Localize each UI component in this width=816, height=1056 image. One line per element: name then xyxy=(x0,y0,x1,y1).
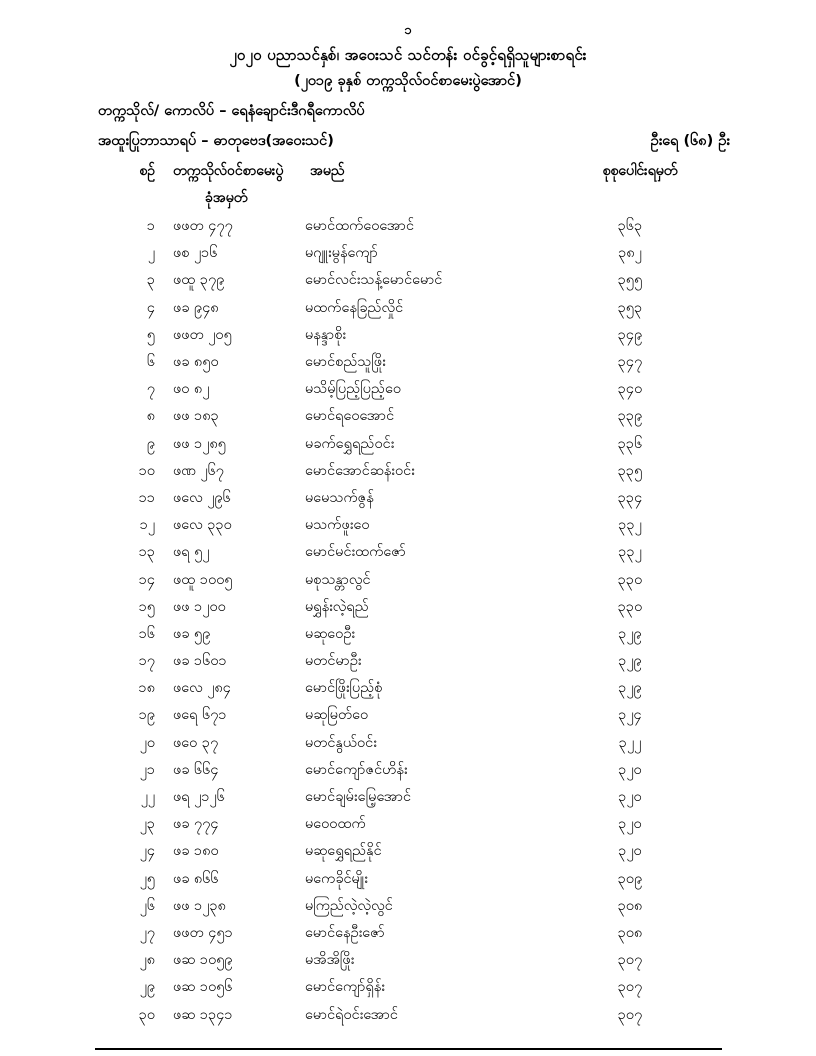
cell-student-name: မကေခိုင်မျိုး xyxy=(305,870,368,887)
cell-total-marks: ၃၂၀ xyxy=(618,789,642,806)
column-header-marks: စုစုပေါင်းရမှတ် xyxy=(602,163,678,179)
cell-serial: ၁၈ xyxy=(138,680,155,697)
cell-serial: ၈ xyxy=(146,408,155,425)
college-line: တက္ကသိုလ်/ ကောလိပ် – ရေနံချောင်းဒီဂရီကောလိပ် xyxy=(98,103,365,119)
cell-roll-number: ဖဖ ၁၂၈၅ xyxy=(173,435,226,452)
cell-student-name: မအိအိဖြိုး xyxy=(305,952,355,969)
cell-total-marks: ၃၀၇ xyxy=(617,1006,643,1023)
cell-serial: ၆ xyxy=(146,354,155,371)
cell-roll-number: ဖလေ ၂၉၆ xyxy=(173,489,231,506)
cell-student-name: မဆုဝေဦး xyxy=(305,625,356,642)
cell-student-name: မောင်ကျော်ဇင်ဟိန်း xyxy=(305,761,408,778)
admission-table xyxy=(115,214,700,1030)
cell-total-marks: ၃၃၀ xyxy=(617,571,643,588)
cell-serial: ၁၂ xyxy=(139,517,155,534)
cell-roll-number: ဖခ ၇၇၄ xyxy=(173,816,219,833)
cell-student-name: မောင်ရဝေအောင် xyxy=(305,408,395,425)
cell-student-name: မောင်မင်းထက်ဇော် xyxy=(305,544,406,561)
cell-student-name: မထက်နေခြည်လှိုင် xyxy=(305,299,404,316)
cell-total-marks: ၃၄၉ xyxy=(617,326,643,343)
cell-serial: ၂၉ xyxy=(139,979,155,996)
cell-student-name: မကြည်လဲ့လဲ့လွင် xyxy=(305,897,393,914)
cell-roll-number: ဖဆ ၁၀၅၆ xyxy=(173,979,233,996)
cell-roll-number: ဖထူ ၁၀၀၅ xyxy=(173,571,233,588)
cell-roll-number: ဖခ ၉၄၈ xyxy=(173,299,219,316)
cell-student-name: မဆုရွှေရည်နိုင် xyxy=(305,843,382,860)
cell-serial: ၁၄ xyxy=(138,571,155,588)
cell-serial: ၁ xyxy=(146,218,155,235)
cell-student-name: မောင်စည်သူဖြိုး xyxy=(305,354,386,371)
cell-serial: ၂၆ xyxy=(139,897,155,914)
cell-student-name: မောင်လင်းသန့်မောင်မောင် xyxy=(305,272,443,289)
cell-student-name: မတင်မာဦး xyxy=(305,653,362,670)
column-header-roll-line1: တက္ကသိုလ်ဝင်စာမေးပွဲ xyxy=(173,163,284,179)
cell-serial: ၂၃ xyxy=(139,816,155,833)
cell-student-name: မဝေဝထက် xyxy=(305,816,366,833)
cell-total-marks: ၃၅၃ xyxy=(617,299,643,316)
cell-student-name: မောင်ကျော်ရှိန်း xyxy=(305,979,385,996)
cell-serial: ၁၅ xyxy=(138,598,155,615)
cell-roll-number: ဖဖ ၁၂၀၀ xyxy=(173,598,226,615)
cell-total-marks: ၃၄၇ xyxy=(617,354,643,371)
cell-serial: ၁၁ xyxy=(138,489,155,506)
cell-total-marks: ၃၂၄ xyxy=(618,707,642,724)
document-title: ၂၀၂၀ ပညာသင်နှစ်၊ အဝေးသင် သင်တန်း ဝင်ခွင့်ရရှိသူများစာရင်း xyxy=(229,46,587,64)
cell-serial: ၁၀ xyxy=(138,462,155,479)
cell-total-marks: ၃၂၉ xyxy=(618,680,642,697)
cell-roll-number: ဖဆ ၁၀၅၉ xyxy=(173,952,233,969)
cell-roll-number: ဖခ ၈၆၆ xyxy=(173,870,219,887)
cell-roll-number: ဖဖတ ၂၀၅ xyxy=(173,326,232,343)
cell-student-name: မနန္ဒာစိုး xyxy=(305,326,347,343)
student-count: ဦးရေ (၆၈) ဦး xyxy=(650,133,730,149)
cell-serial: ၄ xyxy=(146,299,155,316)
cell-student-name: မောင်ထက်ဝေအောင် xyxy=(305,218,415,235)
cell-total-marks: ၃၂၂ xyxy=(618,734,642,751)
cell-roll-number: ဖခ ၅၉ xyxy=(173,625,211,642)
cell-total-marks: ၃၂၀ xyxy=(618,843,642,860)
cell-total-marks: ၃၀၈ xyxy=(617,924,643,941)
cell-total-marks: ၃၀၈ xyxy=(617,897,643,914)
cell-student-name: မသိမ့်ပြည့်ပြည့်ဝေ xyxy=(305,381,402,398)
column-header-name: အမည် xyxy=(310,163,345,179)
cell-total-marks: ၃၈၂ xyxy=(618,245,642,262)
cell-total-marks: ၃၃၅ xyxy=(617,462,643,479)
cell-serial: ၂ xyxy=(147,245,155,262)
cell-roll-number: ဖခ ၆၆၄ xyxy=(173,761,219,778)
cell-total-marks: ၃၃၂ xyxy=(618,517,642,534)
cell-roll-number: ဖဆ ၁၃၄၁ xyxy=(173,1006,233,1023)
cell-serial: ၁၇ xyxy=(138,653,155,670)
major-subject-line: အထူးပြုဘာသာရပ် – ဓာတုဗေဒ(အဝေးသင်) xyxy=(98,133,334,149)
cell-serial: ၃၀ xyxy=(138,1006,155,1023)
cell-roll-number: ဖဖ ၁၂၃၈ xyxy=(173,897,226,914)
cell-total-marks: ၃၃၆ xyxy=(617,435,643,452)
cell-student-name: မဆုမြတ်ဝေ xyxy=(305,707,369,724)
cell-total-marks: ၃၃၀ xyxy=(617,598,643,615)
cell-roll-number: ဖဝေ ၃၇ xyxy=(173,734,219,751)
cell-serial: ၁၃ xyxy=(138,544,155,561)
cell-serial: ၂၈ xyxy=(139,952,155,969)
cell-student-name: မသက်ဖူးဝေ xyxy=(305,517,370,534)
cell-roll-number: ဖရေ ၆၇၁ xyxy=(173,707,227,724)
cell-roll-number: ဖခ ၁၆၀၁ xyxy=(173,653,227,670)
cell-serial: ၂၇ xyxy=(139,924,155,941)
cell-roll-number: ဖဖ ၁၈၃ xyxy=(173,408,219,425)
cell-serial: ၂၄ xyxy=(139,843,155,860)
cell-roll-number: ဖရ ၅၂ xyxy=(173,544,210,561)
cell-serial: ၂၅ xyxy=(139,870,155,887)
cell-student-name: မစုသန္တာလွင် xyxy=(305,571,371,588)
cell-serial: ၅ xyxy=(146,326,155,343)
cell-total-marks: ၃၃၂ xyxy=(618,544,642,561)
cell-serial: ၇ xyxy=(146,381,155,398)
cell-total-marks: ၃၀၉ xyxy=(617,870,643,887)
cell-student-name: မခက်ရွှေရည်ဝင်း xyxy=(305,435,395,452)
cell-student-name: မတင်နွယ်ဝင်း xyxy=(305,734,377,751)
cell-roll-number: ဖဖတ ၄၅၁ xyxy=(173,924,233,941)
cell-total-marks: ၃၂၀ xyxy=(618,761,642,778)
cell-serial: ၉ xyxy=(146,435,155,452)
footer-rule xyxy=(95,1048,722,1051)
cell-roll-number: ဖရ ၂၁၂၆ xyxy=(173,789,225,806)
cell-student-name: မရွှန်းလဲ့ရည် xyxy=(305,598,369,615)
cell-total-marks: ၃၀၇ xyxy=(617,979,643,996)
cell-roll-number: ဖလေ ၃၃၀ xyxy=(173,517,232,534)
cell-student-name: မောင်ဖြိုးပြည့်စုံ xyxy=(305,680,383,697)
cell-serial: ၁၉ xyxy=(138,707,155,724)
cell-roll-number: ဖဝ ၈၂ xyxy=(173,381,210,398)
cell-roll-number: ဖစ ၂၁၆ xyxy=(173,245,218,262)
cell-roll-number: ဖခ ၁၈၀ xyxy=(173,843,219,860)
cell-total-marks: ၃၃၄ xyxy=(617,489,643,506)
cell-total-marks: ၃၅၅ xyxy=(617,272,643,289)
cell-roll-number: ဖလေ ၂၈၄ xyxy=(173,680,231,697)
cell-student-name: မဂျူးမွန်ကျော် xyxy=(305,245,378,262)
document-subtitle: (၂၀၁၉ ခုနှစ် တက္ကသိုလ်ဝင်စာမေးပွဲအောင်) xyxy=(294,73,522,89)
cell-total-marks: ၃၄၀ xyxy=(617,381,643,398)
cell-roll-number: ဖဖတ ၄၇၇ xyxy=(173,218,233,235)
cell-total-marks: ၃၂၀ xyxy=(618,816,642,833)
cell-total-marks: ၃၂၉ xyxy=(618,625,642,642)
cell-total-marks: ၃၃၉ xyxy=(617,408,643,425)
cell-student-name: မောင်ချမ်းမြေ့အောင် xyxy=(305,789,412,806)
cell-total-marks: ၃၆၃ xyxy=(617,218,643,235)
column-header-serial: စဉ် xyxy=(139,163,155,179)
cell-student-name: မောင်အောင်ဆန်းဝင်း xyxy=(305,462,415,479)
cell-serial: ၂၀ xyxy=(139,734,155,751)
page-number: ၁ xyxy=(404,23,412,38)
cell-serial: ၂၁ xyxy=(139,761,155,778)
cell-student-name: မောင်ရဲဝင်းအောင် xyxy=(305,1006,398,1023)
cell-student-name: မမေသက်ဇွန် xyxy=(305,489,374,506)
cell-student-name: မောင်နေဦးဇော် xyxy=(305,924,385,941)
cell-roll-number: ဖဏ ၂၆၇ xyxy=(173,462,224,479)
cell-roll-number: ဖထူ ၃၇၉ xyxy=(173,272,225,289)
cell-serial: ၂၂ xyxy=(140,789,155,806)
column-header-roll-line2: ခုံအမှတ် xyxy=(205,190,248,206)
cell-total-marks: ၃၂၉ xyxy=(618,653,642,670)
cell-serial: ၁၆ xyxy=(138,625,155,642)
cell-serial: ၃ xyxy=(146,272,155,289)
cell-roll-number: ဖခ ၈၅၀ xyxy=(173,354,219,371)
cell-total-marks: ၃၀၇ xyxy=(617,952,643,969)
